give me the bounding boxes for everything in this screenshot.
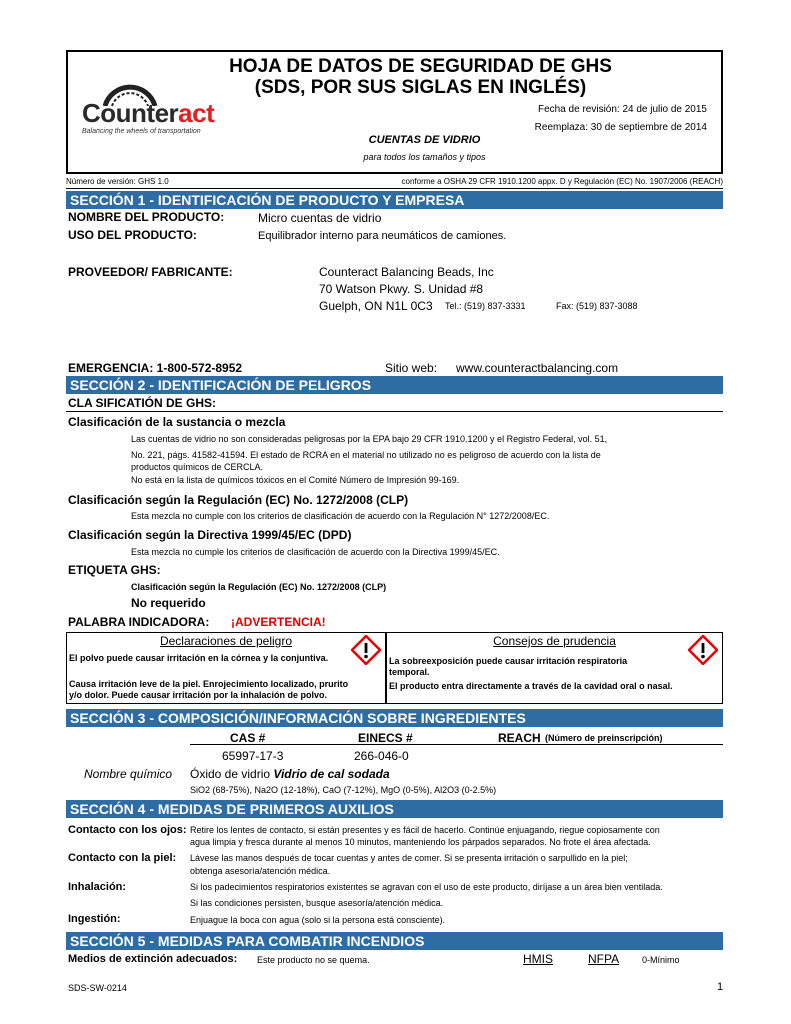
- hazard-statement-3: y/o dolor. Puede causar irritación por la inhalación de polvo.: [69, 690, 328, 700]
- product-use-label: USO DEL PRODUCTO:: [68, 228, 197, 242]
- exclamation-precaution-icon: [688, 635, 718, 665]
- ghs-classification-title: CLA SIFICATIÓN DE GHS:: [68, 396, 216, 410]
- clp-classification-text: Esta mezcla no cumple con los criterios de clasificación de acuerdo con la Regulación N° 1272/2008/EC.: [131, 511, 550, 521]
- replaces-date: Reemplaza: 30 de septiembre de 2014: [534, 122, 707, 133]
- ingestion-text: Enjuague la boca con agua (solo si la persona está consciente).: [190, 915, 446, 925]
- emergency-phone: EMERGENCIA: 1-800-572-8952: [68, 361, 243, 375]
- substance-classification-title: Clasificación de la sustancia o mezcla: [68, 415, 286, 429]
- einecs-number: 266-046-0: [354, 749, 409, 763]
- website-label: Sitio web:: [385, 361, 438, 375]
- logo-tagline: Balancing the wheels of transportation: [82, 128, 201, 135]
- product-name-value: Micro cuentas de vidrio: [258, 211, 382, 225]
- reach-subheader: (Número de preinscripción): [545, 733, 663, 743]
- document-title-line1: HOJA DE DATOS DE SEGURIDAD DE GHS: [229, 56, 612, 77]
- hazard-statement-2: Causa irritación leve de la piel. Enrojecimiento localizado, prurito: [69, 679, 349, 689]
- composition-table-header: [190, 731, 723, 745]
- version-number: Número de versión: GHS 1.0: [66, 177, 169, 186]
- company-logo: [82, 78, 252, 140]
- hazard-statements-box: [66, 632, 386, 704]
- page-number: 1: [717, 981, 724, 993]
- extinguishing-media-label: Medios de extinción adecuados:: [68, 953, 238, 965]
- supplier-fax: Fax: (519) 837-3088: [556, 301, 638, 311]
- chemical-composition: SiO2 (68-75%), Na2O (12-18%), CaO (7-12%), MgO (0-5%), Al2O3 (0-2.5%): [190, 785, 497, 795]
- eye-contact-text-1: Retire los lentes de contacto, si están presentes y es fácil de hacerlo. Continúe enjuagando, riegue copiosamente con: [190, 825, 660, 835]
- precaution-box: [386, 632, 723, 704]
- supplier-city: Guelph, ON N1L 0C3: [319, 299, 433, 313]
- product-subtitle: para todos los tamaños y tipos: [363, 152, 486, 162]
- reach-header: REACH: [498, 731, 541, 745]
- logo-wordmark: Counteract: [82, 98, 215, 128]
- section-4-header: SECCIÓN 4 - MEDIDAS DE PRIMEROS AUXILIOS: [66, 800, 723, 818]
- section-3-header: SECCIÓN 3 - COMPOSICIÓN/INFORMACIÓN SOBRE INGREDIENTES: [66, 709, 723, 727]
- hazard-statement-1: El polvo puede causar irritación en la córnea y la conjuntiva.: [69, 653, 329, 663]
- revision-date: Fecha de revisión: 24 de julio de 2015: [537, 104, 707, 115]
- signal-word: ¡ADVERTENCIA!: [231, 615, 326, 629]
- chemical-name: Óxido de vidrio Vidrio de cal sodada: [190, 767, 390, 781]
- rating-minimum: 0-Mínimo: [642, 955, 680, 965]
- section-1-header: SECCIÓN 1 - IDENTIFICACIÓN DE PRODUCTO Y EMPRESA: [66, 191, 723, 209]
- classification-text-3: productos químicos de CERCLA.: [131, 462, 264, 472]
- precaution-1b: temporal.: [389, 667, 430, 677]
- product-name-label: NOMBRE DEL PRODUCTO:: [68, 210, 225, 224]
- exclamation-hazard-icon: [351, 635, 381, 665]
- precaution-2: El producto entra directamente a través de la cavidad oral o nasal.: [389, 681, 673, 691]
- clp-classification-title: Clasificación según la Regulación (EC) No. 1272/2008 (CLP): [68, 493, 409, 507]
- hmis-label: HMIS: [523, 952, 553, 966]
- chemical-name-label: Nombre químico: [84, 767, 173, 781]
- einecs-header: EINECS #: [358, 731, 413, 745]
- eye-contact-text-2: agua limpia y fresca durante al menos 10 minutos, manteniendo los párpados separados. No frote el área afectada.: [190, 837, 651, 847]
- inhalation-text-2: Si las condiciones persisten, busque asesoría/atención médica.: [190, 898, 444, 908]
- dpd-classification-text: Esta mezcla no cumple los criterios de clasificación de acuerdo con la Directiva 1999/45/EC.: [131, 547, 500, 557]
- ghs-label-title: ETIQUETA GHS:: [68, 563, 161, 577]
- document-code: SDS-SW-0214: [68, 983, 127, 993]
- supplier-name: Counteract Balancing Beads, Inc: [319, 265, 494, 279]
- skin-contact-label: Contacto con la piel:: [68, 852, 177, 864]
- section-5-header: SECCIÓN 5 - MEDIDAS PARA COMBATIR INCENDIOS: [66, 932, 723, 950]
- cas-number: 65997-17-3: [222, 749, 284, 763]
- skin-contact-text-2: obtenga asesoría/atención médica.: [190, 866, 331, 876]
- dpd-classification-title: Clasificación según la Directiva 1999/45/EC (DPD): [68, 528, 352, 542]
- classification-text-2: No. 221, págs. 41582-41594. El estado de RCRA en el material no utilizado no es peligroso de acuerdo con la lista de: [131, 450, 601, 460]
- product-name-header: CUENTAS DE VIDRIO: [368, 134, 481, 146]
- supplier-phone: Tel.: (519) 837-3331: [445, 301, 526, 311]
- nfpa-label: NFPA: [588, 952, 620, 966]
- signal-word-label: PALABRA INDICADORA:: [68, 615, 210, 629]
- cas-header: CAS #: [230, 731, 266, 745]
- ghs-label-requirement: No requerido: [131, 596, 206, 610]
- classification-text-4: No está en la lista de químicos tóxicos en el Comité Número de Impresión 99-169.: [131, 475, 460, 485]
- classification-text-1: Las cuentas de vidrio no son consideradas peligrosas por la EPA bajo 29 CFR 1910.1200 y el Registro Federal, vol. 51,: [131, 434, 608, 444]
- ingestion-label: Ingestión:: [68, 913, 121, 925]
- version-line: [66, 177, 723, 189]
- ghs-label-sub: Clasificación según la Regulación (EC) No. 1272/2008 (CLP): [131, 582, 387, 592]
- precaution-1: La sobreexposición puede causar irritación respiratoria: [389, 656, 628, 666]
- section-2-header: SECCIÓN 2 - IDENTIFICACIÓN DE PELIGROS: [66, 376, 723, 394]
- precaution-heading: Consejos de prudencia: [493, 634, 616, 648]
- regulation-note: conforme a OSHA 29 CFR 1910.1200 appx. D y Regulación (EC) No. 1907/2006 (REACH): [401, 177, 723, 186]
- extinguishing-media-value: Este producto no se quema.: [257, 955, 370, 965]
- eye-contact-label: Contacto con los ojos:: [68, 824, 187, 836]
- hazard-statements-heading: Declaraciones de peligro: [159, 634, 293, 648]
- document-header: [66, 50, 723, 174]
- document-title-line2: (SDS, POR SUS SIGLAS EN INGLÉS): [254, 77, 587, 98]
- inhalation-text-1: Si los padecimientos respiratorios existentes se agravan con el uso de este producto, diríjase a un área bien ventilada.: [190, 882, 663, 892]
- supplier-label: PROVEEDOR/ FABRICANTE:: [68, 265, 233, 279]
- skin-contact-text-1: Lávese las manos después de tocar cuentas y antes de comer. Si se presenta irritación o sarpullido en la piel;: [190, 853, 628, 863]
- inhalation-label: Inhalación:: [68, 881, 127, 893]
- divider: [66, 411, 723, 412]
- product-use-value: Equilibrador interno para neumáticos de camiones.: [258, 230, 507, 242]
- website-link[interactable]: www.counteractbalancing.com: [456, 361, 619, 375]
- supplier-address: 70 Watson Pkwy. S. Unidad #8: [319, 282, 484, 296]
